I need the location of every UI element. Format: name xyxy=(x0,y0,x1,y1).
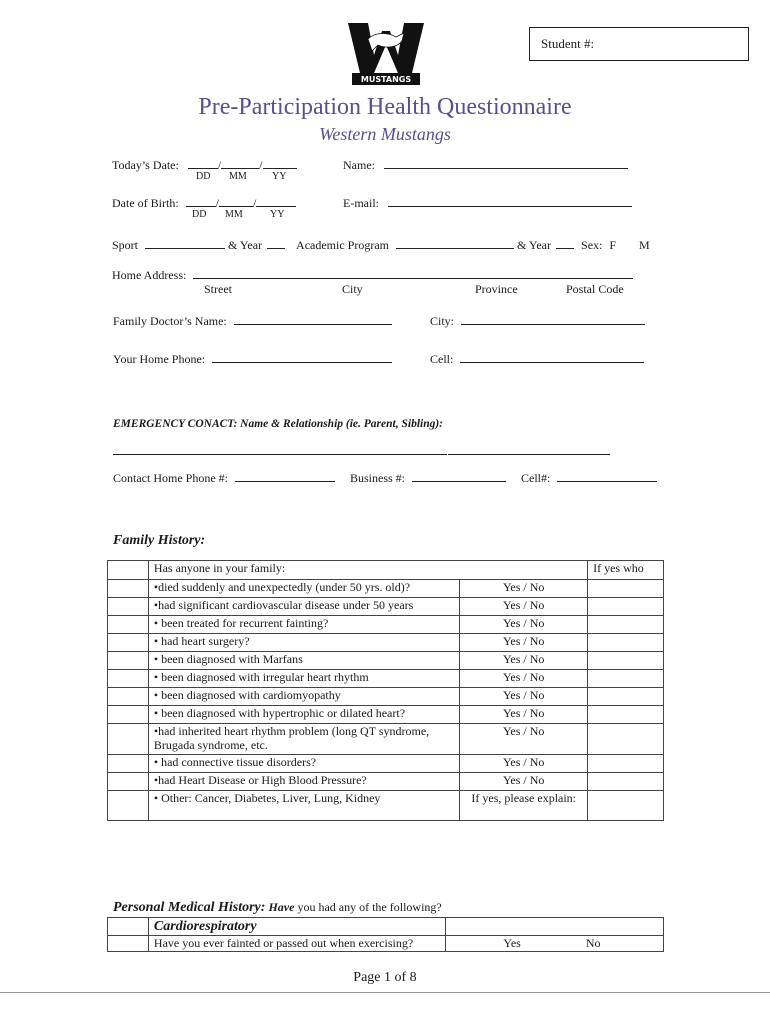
sport-label: Sport xyxy=(112,238,139,252)
page-subtitle: Western Mustangs xyxy=(319,124,451,144)
home-phone-label: Your Home Phone: xyxy=(113,352,206,366)
question-cell: • had heart surgery? xyxy=(148,634,459,652)
table-row xyxy=(108,724,664,755)
student-number-field[interactable] xyxy=(529,27,749,61)
contact-home-phone-label: Contact Home Phone #: xyxy=(113,471,228,485)
dob-row: Date of Birth: / / xyxy=(112,195,296,211)
business-field[interactable] xyxy=(412,470,506,482)
yes-no-cell[interactable]: Yes / No xyxy=(460,773,588,791)
contact-home-phone-field[interactable] xyxy=(235,470,335,482)
family-history-heading: Family History: xyxy=(113,533,206,548)
emergency-relationship-field[interactable] xyxy=(448,443,610,455)
yes-no-cell[interactable]: Yes / No xyxy=(460,616,588,634)
who-cell[interactable] xyxy=(588,634,664,652)
question-line-1: •had inherited heart rhythm problem (long QT syndrome, xyxy=(153,724,430,738)
table-row xyxy=(108,773,664,791)
who-cell[interactable] xyxy=(588,670,664,688)
yes-no-cell xyxy=(446,936,664,952)
address-postal-code-hint: Postal Code xyxy=(566,282,624,296)
yes-no-cell[interactable]: Yes / No xyxy=(460,670,588,688)
dob-yy-field[interactable] xyxy=(256,195,296,207)
table-row xyxy=(108,561,664,580)
question-cell: •died suddenly and unexpectedly (under 50 yrs. old)? xyxy=(148,580,459,598)
contact-cell-label: Cell#: xyxy=(521,471,551,485)
address-province-hint: Province xyxy=(475,282,518,296)
table-row xyxy=(108,580,664,598)
table-row xyxy=(108,616,664,634)
dob-mm-hint: MM xyxy=(225,209,243,220)
who-cell[interactable] xyxy=(588,688,664,706)
doctor-city-label: City: xyxy=(430,314,455,328)
yes-no-cell[interactable]: Yes / No xyxy=(460,634,588,652)
name-label: Name: xyxy=(343,158,375,172)
question-header: Has anyone in your family: xyxy=(148,561,587,580)
cell-label: Cell: xyxy=(430,352,454,366)
sport-year-field[interactable] xyxy=(267,237,285,249)
student-number-label: Student #: xyxy=(541,36,595,51)
personal-history-have: Have xyxy=(268,900,295,914)
logo-text: MUSTANGS xyxy=(360,75,412,84)
who-cell[interactable] xyxy=(588,706,664,724)
yes-no-cell[interactable]: Yes / No xyxy=(460,652,588,670)
home-address-label: Home Address: xyxy=(112,268,187,282)
home-phone-field[interactable] xyxy=(212,351,392,363)
who-cell[interactable] xyxy=(588,791,664,821)
table-row xyxy=(108,670,664,688)
table-row xyxy=(108,688,664,706)
question-cell xyxy=(148,724,459,755)
contact-phone-row xyxy=(113,470,657,486)
page-title: Pre-Participation Health Questionnaire xyxy=(198,94,572,120)
address-street-hint: Street xyxy=(204,282,232,296)
dob-label: Date of Birth: xyxy=(112,196,179,210)
question-cell: Have you ever fainted or passed out when exercising? xyxy=(148,936,445,952)
cell-field[interactable] xyxy=(460,351,644,363)
address-city-hint: City xyxy=(342,282,363,296)
table-row xyxy=(108,598,664,616)
table-row xyxy=(108,706,664,724)
dob-yy-hint: YY xyxy=(270,209,285,220)
family-doctor-label: Family Doctor’s Name: xyxy=(113,314,227,328)
question-line-2: Brugada syndrome, etc. xyxy=(153,738,268,752)
todays-date-yy-hint: YY xyxy=(272,171,287,182)
home-phone-row xyxy=(113,351,392,367)
table-row xyxy=(108,918,664,936)
personal-history-heading: Personal Medical History: xyxy=(113,900,266,915)
business-label: Business #: xyxy=(349,471,405,485)
table-row xyxy=(108,652,664,670)
email-field[interactable] xyxy=(388,195,632,207)
yes-no-cell[interactable]: Yes / No xyxy=(460,598,588,616)
dob-mm-field[interactable] xyxy=(219,195,253,207)
question-cell: • Other: Cancer, Diabetes, Liver, Lung, Kidney xyxy=(148,791,459,821)
emergency-contact-heading: EMERGENCY CONACT: Name & Relationship (ie. Parent, Sibling): xyxy=(113,418,444,430)
contact-cell-field[interactable] xyxy=(557,470,657,482)
todays-date-label: Today’s Date: xyxy=(112,158,179,172)
footer-divider xyxy=(0,992,770,993)
program-year-field[interactable] xyxy=(556,237,574,249)
family-doctor-row xyxy=(113,313,392,329)
family-history-table xyxy=(107,560,664,821)
question-cell: • been diagnosed with hypertrophic or dilated heart? xyxy=(148,706,459,724)
sport-row xyxy=(112,237,650,253)
name-row xyxy=(343,157,628,173)
who-cell[interactable] xyxy=(588,616,664,634)
page-number: Page 1 of 8 xyxy=(353,970,417,985)
todays-date-mm-hint: MM xyxy=(229,171,247,182)
question-cell: • been treated for recurrent fainting? xyxy=(148,616,459,634)
personal-history-rest: you had any of the following? xyxy=(297,900,442,914)
question-cell: • had connective tissue disorders? xyxy=(148,755,459,773)
doctor-city-row xyxy=(430,313,645,329)
dob-dd-field[interactable] xyxy=(186,195,216,207)
who-header: If yes who xyxy=(588,561,664,580)
who-cell[interactable] xyxy=(588,580,664,598)
explain-cell[interactable]: If yes, please explain: xyxy=(460,791,588,821)
question-cell: •had Heart Disease or High Blood Pressure? xyxy=(148,773,459,791)
who-cell[interactable] xyxy=(588,773,664,791)
question-cell: •had significant cardiovascular disease under 50 years xyxy=(148,598,459,616)
yes-no-cell[interactable]: Yes / No xyxy=(460,755,588,773)
yes-no-cell[interactable]: Yes / No xyxy=(460,688,588,706)
todays-date-mm-field[interactable] xyxy=(221,157,259,169)
question-cell: • been diagnosed with irregular heart rhythm xyxy=(148,670,459,688)
table-row xyxy=(108,755,664,773)
yes-no-cell[interactable]: Yes / No xyxy=(460,724,588,755)
question-cell: • been diagnosed with Marfans xyxy=(148,652,459,670)
sex-f-option[interactable]: F xyxy=(609,238,617,252)
dob-dd-hint: DD xyxy=(192,209,207,220)
email-row xyxy=(343,195,632,211)
sport-field[interactable] xyxy=(145,237,225,249)
question-cell: • been diagnosed with cardiomyopathy xyxy=(148,688,459,706)
who-cell[interactable] xyxy=(588,724,664,755)
sport-year-label: & Year xyxy=(228,238,263,252)
family-doctor-field[interactable] xyxy=(234,313,392,325)
sex-label: Sex: xyxy=(581,238,603,252)
doctor-city-field[interactable] xyxy=(461,313,645,325)
emergency-name-field[interactable] xyxy=(113,443,447,455)
academic-program-label: Academic Program xyxy=(296,238,389,252)
yes-option[interactable]: Yes xyxy=(503,936,521,950)
row-index-cell xyxy=(108,561,149,580)
who-cell[interactable] xyxy=(588,755,664,773)
no-option[interactable]: No xyxy=(585,936,601,950)
cell-row xyxy=(430,351,644,367)
personal-history-table xyxy=(107,917,664,952)
yes-no-cell[interactable]: Yes / No xyxy=(460,706,588,724)
home-address-field[interactable] xyxy=(193,267,633,279)
emergency-contact-line xyxy=(113,443,610,455)
mustangs-logo xyxy=(346,21,426,87)
table-row xyxy=(108,634,664,652)
sex-m-option[interactable]: M xyxy=(639,238,650,252)
table-row xyxy=(108,936,664,952)
email-label: E-mail: xyxy=(343,196,379,210)
personal-history-heading-row xyxy=(113,900,442,916)
todays-date-yy-field[interactable] xyxy=(263,157,297,169)
todays-date-dd-hint: DD xyxy=(196,171,211,182)
todays-date-dd-field[interactable] xyxy=(188,157,218,169)
todays-date-row: Today’s Date: / / xyxy=(112,157,297,173)
yes-no-cell[interactable]: Yes / No xyxy=(460,580,588,598)
academic-program-field[interactable] xyxy=(396,237,514,249)
name-field[interactable] xyxy=(384,157,628,169)
who-cell[interactable] xyxy=(588,598,664,616)
home-address-row xyxy=(112,267,633,283)
cardiorespiratory-subhead: Cardiorespiratory xyxy=(148,918,445,936)
table-row xyxy=(108,791,664,821)
program-year-label: & Year xyxy=(517,238,552,252)
who-cell[interactable] xyxy=(588,652,664,670)
